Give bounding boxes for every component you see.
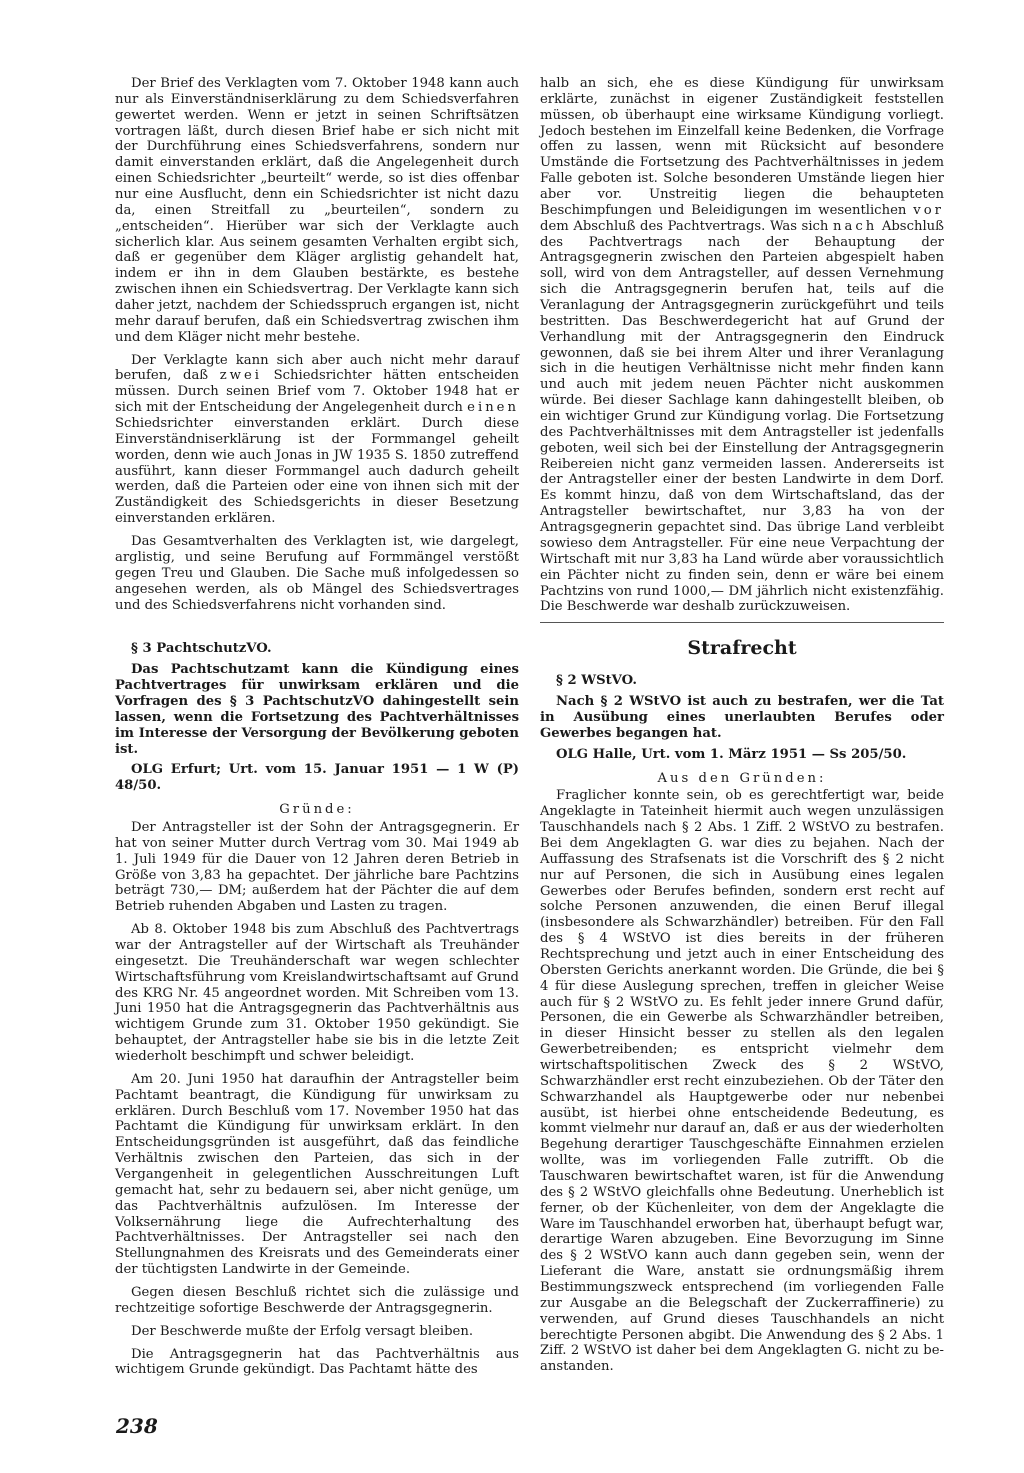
text-run: Abschluß des Pachtvertrags nach der Behauptung der Antragsgegnerin zwischen den Parteien abgespielt haben soll, wird von dem Antragsteller, auf dessen Vernehmung sich die Antragsgegnerin berufen hat, teils auf die Veranlagung der Antragsgegnerin zurückgeführt und teils bestritten. Das Beschwerdegericht hat auf Grund der Verhandlung mit der Antragsgegnerin den Eindruck gewonnen, daß sie bei ihrem Alter und ihrer Veranlagung sich in die heutigen Verhältnisse nicht mehr finden kann und auch mit jedem neuen Pächter nicht auskommen würde. Bei dieser Sachlage kann dahingestellt bleiben, ob ein wichtiger Grund zur Kündigung vorlag. Die Fortsetzung des Pachtverhältnisses mit dem Antragsteller ist jedenfalls geboten, weil sich bei der Einstellung der Antragsgegnerin Reibereien nicht ganz vermeiden lassen. Andererseits ist der Antragsteller einer der besten Landwirte in dem Dorf. Es kommt hinzu, daß von dem Wirtschaftsland, das der Antragsteller bewirtschaftet, nur 3,83 ha von der Antragsgegnerin gepachtet sind. Das übrige Land verbleibt sowieso dem Antragsteller. Für eine neue Verpachtung der Wirtschaft mit nur 3,83 ha Land würde aber voraussichtlich ein Pächter nicht zu finden sein, denn er wäre bei einem Pachtzins von rund 1000,— DM jährlich nicht existenzfähig. Die Beschwerde war deshalb zurückzuweisen. <box>540 218 944 615</box>
paragraph: Die Antragsgegnerin hat das Pachtverhältnis aus wichtigem Grunde gekündigt. Das Pachtamt hätte des <box>115 1346 519 1378</box>
text-run: Schiedsrichter einverstanden erklärt. Durch diese Einverständniserklärung ist der Formmangel geheilt worden, denn wie auch Jonas in JW 1935 S. 1850 zutreffend ausführt, kann dieser Formmangel auch dadurch geheilt werden, daß die Parteien oder eine von ihnen sich mit der Zuständigkeit des Schiedsgerichts in dieser Besetzung einverstanden erklären. <box>115 416 519 527</box>
grounds-heading: Gründe: <box>279 802 355 818</box>
section-divider <box>540 622 944 623</box>
court-citation: OLG Erfurt; Urt. vom 15. Januar 1951 — 1 W (P) 48/50. <box>115 762 519 794</box>
grounds-heading: Aus den Gründen: <box>657 770 827 786</box>
headnote: Nach § 2 WStVO ist auch zu bestrafen, wer die Tat in Ausübung eines unerlaubten Berufes oder Gewerbes begangen hat. <box>540 694 944 741</box>
paragraph: Ab 8. Oktober 1948 bis zum Abschluß des Pachtvertrags war der Antragsteller auf der Wirtschaft als Treuhänder eingesetzt. Die Treuhänderschaft war wegen schlechter Wirtschaftsführung vom Kreislandwirtschaftsamt auf Grund des KRG Nr. 45 angeordnet worden. Mit Schreiben vom 13. Juni 1950 hat die Antragsgegnerin das Pachtverhältnis aus wichtigem Grunde zum 31. Oktober 1950 gekündigt. Sie behauptet, der Antragsteller habe sie bis in die letzte Zeit wiederholt beschimpft und schwer beleidigt. <box>115 922 519 1064</box>
paragraph: Am 20. Juni 1950 hat daraufhin der Antragsteller beim Pachtamt beantragt, die Kündigung für unwirksam zu erklären. Durch Beschluß vom 17. November 1950 hat das Pachtamt die Kündigung für unwirksam erklärt. In den Entscheidungsgründen ist ausgeführt, daß das feindliche Verhältnis zwischen den Parteien, das sich in der Vergangenheit in gelegentlichen Ausschreitungen Luft gemacht hat, sehr zu bedauern sei, aber nicht genüge, um das Pachtverhältnis aufzulösen. Im Interesse der Volksernährung liege die Aufrechterhaltung des Pachtverhältnisses. Der Antragsteller sei nach den Stellungnahmen des Kreisrats und des Gemeinderats einer der tüchtigsten Landwirte in der Gemeinde. <box>115 1071 519 1278</box>
section-heading: Strafrecht <box>687 637 797 660</box>
spaced-emphasis: vor <box>913 202 944 218</box>
spaced-emphasis: einen <box>467 400 519 416</box>
paragraph: Der Beschwerde mußte der Erfolg versagt bleiben. <box>131 1323 474 1339</box>
right-column <box>540 76 944 1382</box>
section-title: § 2 WStVO. <box>556 673 637 689</box>
paragraph: Der Antragsteller ist der Sohn der Antragsgegnerin. Er hat von seiner Mutter durch Vertrag vom 30. Mai 1949 ab 1. Juli 1949 für die Dauer von 12 Jahren deren Betrieb in Größe von 3,83 ha gepachtet. Der jährliche bare Pachtzins beträgt 730,— DM; außerdem hat der Pächter die auf dem Betrieb ruhenden Abgaben und Lasten zu tragen. <box>115 819 519 915</box>
paragraph: Das Gesamtverhalten des Verklagten ist, wie dargelegt, arglistig, und seine Berufung auf Formmängel verstößt gegen Treu und Glauben. Die Sache muß infolgedessen so angesehen werden, als ob Mängel des Schiedsvertrages und des Schiedsverfahrens nicht vorhanden sind. <box>115 534 519 613</box>
left-column <box>115 76 519 1385</box>
court-citation: OLG Halle, Urt. vom 1. März 1951 — Ss 205/50. <box>556 746 907 762</box>
paragraph: Gegen diesen Beschluß richtet sich die zulässige und rechtzeitige sofortige Beschwerde der Antragsgegnerin. <box>115 1285 519 1316</box>
text-run: Schiedsrichter hätten entscheiden müssen. Durch seinen Brief vom 7. Oktober 1948 hat er sich mit der Entscheidung der Angelegenheit durch <box>115 368 519 416</box>
page-number: 238 <box>116 1414 158 1438</box>
text-run: dem Abschluß des Pachtvertrags. Was sich <box>540 218 829 234</box>
section-title: § 3 PachtschutzVO. <box>131 641 272 657</box>
headnote: Das Pachtschutzamt kann die Kündigung eines Pachtvertrages für unwirksam erklären und die Vorfragen des § 3 PachtschutzVO dahingestellt sein lassen, wenn die Fortsetzung des Pachtverhältnisses im Interesse der Versorgung der Bevölkerung geboten ist. <box>115 662 519 757</box>
paragraph <box>115 353 519 527</box>
text-run: Der Verklagte kann sich aber auch nicht mehr darauf berufen, daß <box>115 352 519 384</box>
paragraph: Fraglicher konnte sein, ob es gerechtfertigt war, beide Angeklagte in Tateinheit hiermit auch wegen unzulässigen Tauschhandels nach § 2 Abs. 1 Ziff. 2 WStVO zu bestrafen. Bei dem Angeklagten G. war dies zu bejahen. Nach der Auffassung des Strafsenats ist die Vorschrift des § 2 nicht nur auf Personen, die sich in Ausübung eines legalen Gewerbes oder Berufes befinden, sondern erst recht auf solche Personen anzuwenden, die einen Beruf illegal (insbesondere als Schwarzhändler) betreiben. Für den Fall des § 4 WStVO ist dies bereits in der früheren Rechtsprechung und jetzt auch in einer Entscheidung des Obersten Gerichts anerkannt worden. Die Gründe, die bei § 4 für diese Auslegung sprechen, treffen in gleicher Weise auch für § 2 WStVO zu. Es fehlt jeder innere Grund dafür, Personen, die ein Gewerbe als Schwarzhändler betreiben, in dieser Hinsicht besser zu stellen als den legalen Gewerbetreibenden; es entspricht vielmehr dem wirtschaftspolitischen Zweck des § 2 WStVO, Schwarzhändler erst recht einzubeziehen. Ob der Täter den Schwarzhandel als Hauptgewerbe oder nur nebenbei ausübt, ist hierbei ohne entscheidende Bedeutung, es kommt vielmehr nur darauf an, daß er aus der wiederholten Begehung derartiger Tauschgeschäfte Einnahmen erzielen wollte, was im vorliegenden Falle zutrifft. Ob die Tauschwaren bewirtschaftet waren, ist für die Anwendung des § 2 WStVO gleichfalls ohne Bedeutung. Unerheblich ist ferner, ob der Küchenleiter, von dem der Angeklagte die Ware im Tauschhandel erworben hat, überhaupt befugt war, derartige Waren abzugeben. Eine Bevorzugung im Sinne des § 2 WStVO kann auch dann gegeben sein, wenn der Lieferant die Ware, anstatt sie ordnungsmäßig ihrem Bestimmungszweck entsprechend (im vorliegenden Falle zur Ausgabe an die Belegschaft der Zuckerraffinerie) zu verwenden, auf Grund dieses Tauschhandels an nicht berechtigte Personen abgibt. Die Anwendung des § 2 Abs. 1 Ziff. 2 WStVO ist daher bei dem Angeklagten G. nicht zu beanstanden. <box>540 788 944 1375</box>
spaced-emphasis: nach <box>833 218 878 234</box>
paragraph <box>540 76 944 615</box>
paragraph: Der Brief des Verklagten vom 7. Oktober 1948 kann auch nur als Einverständniserklärung zu dem Schiedsverfahren gewertet werden. Wenn er jetzt in seinen Schriftsätzen vortragen läßt, durch diesen Brief habe er sich nicht mit der Durchführung eines Schiedsverfahrens, sondern nur damit einverstanden erklärt, daß die Angelegenheit durch einen Schiedsrichter „beurteilt“ werde, so ist dies offenbar nur eine Ausflucht, denn ein Schiedsrichter ist nicht dazu da, einen Streitfall zu „beurteilen“, sondern zu „entscheiden“. Hierüber war sich der Verklagte auch sicherlich klar. Aus seinem gesamten Verhalten ergibt sich, daß er gegenüber dem Kläger arglistig gehandelt hat, indem er ihn in dem Glauben bestärkte, es bestehe zwischen ihnen ein Schiedsvertrag. Der Verklagte kann sich daher jetzt, nachdem der Schiedsspruch ergangen ist, nicht mehr darauf berufen, daß ein Schiedsvertrag zwischen ihm und dem Kläger nicht mehr bestehe. <box>115 76 519 345</box>
text-run: halb an sich, ehe es diese Kündigung für unwirksam erklärte, zunächst in eigener Zuständigkeit feststellen müssen, ob überhaupt eine wirksame Kündigung vorliegt. Jedoch bestehen im Einzelfall keine Bedenken, die Vorfrage offen zu lassen, wenn mit Rücksicht auf besondere Umstände die Fortsetzung des Pachtverhältnisses in jedem Falle geboten ist. Solche besonderen Umstände liegen hier aber vor. Unstreitig liegen die behaupteten Beschimpfungen und Beleidigungen im wesentlichen <box>540 76 944 218</box>
spaced-emphasis: zwei <box>219 368 262 384</box>
